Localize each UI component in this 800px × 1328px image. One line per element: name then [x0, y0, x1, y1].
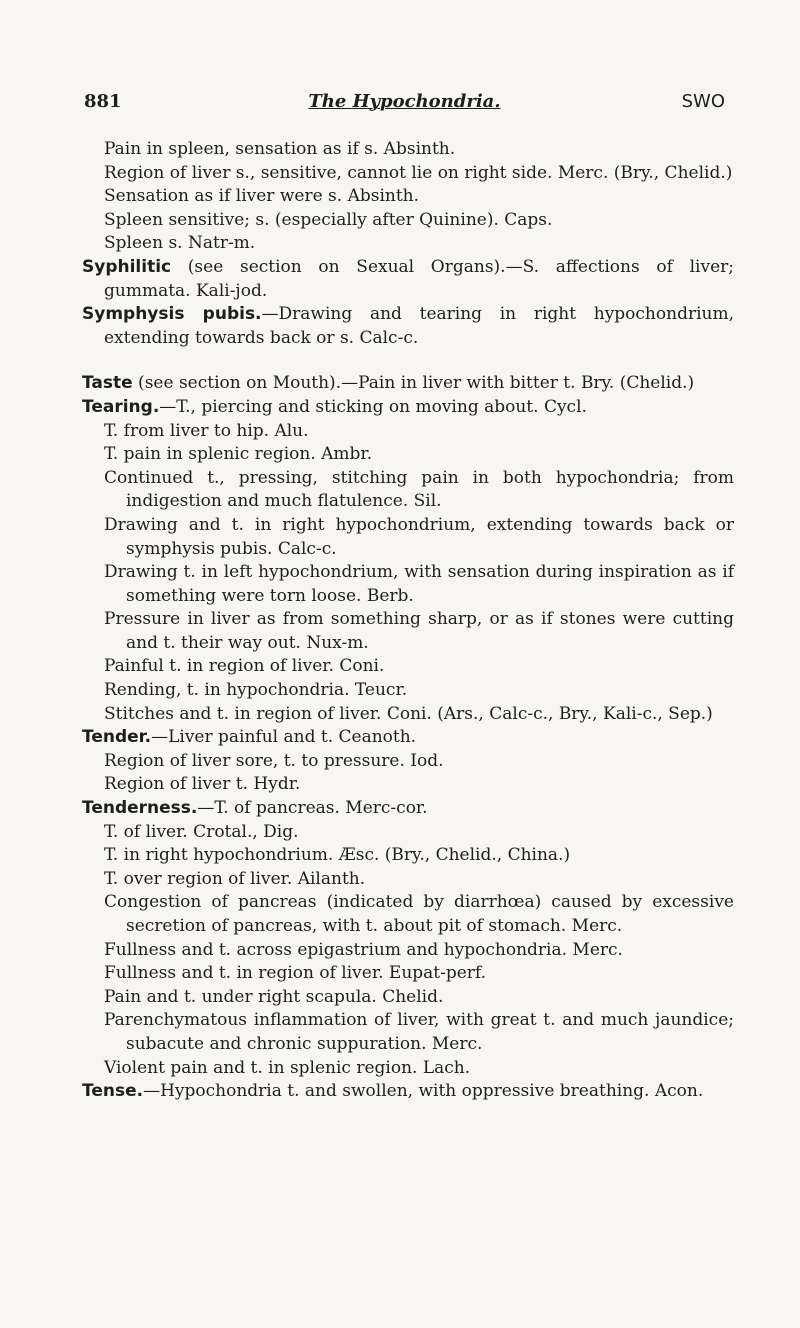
- page-header: [84, 91, 725, 121]
- rubric-text: —Drawing and tearing in right hypochondrium, extending towards back or s. Calc-c.: [104, 304, 734, 348]
- rubric-entry: [104, 561, 734, 608]
- rubric-entry: [104, 655, 734, 679]
- rubric-text: T. of liver. Crotal., Dig.: [104, 821, 299, 842]
- rubric-text: Drawing and t. in right hypochondrium, extending towards back or symphysis pubis. Calc-c.: [104, 514, 734, 559]
- rubric-text: —Liver painful and t. Ceanoth.: [151, 727, 417, 748]
- rubric-text: Congestion of pancreas (indicated by diarrhœa) caused by excessive secretion of pancreas, with t. about pit of stomach. Merc.: [104, 892, 734, 936]
- rubric-text: —T. of pancreas. Merc-cor.: [197, 798, 428, 819]
- repertory-text: [82, 138, 734, 1104]
- section-gap: [104, 350, 734, 372]
- rubric-entry: [104, 750, 734, 774]
- rubric-heading-entry: [82, 303, 734, 350]
- rubric-entry: [104, 443, 734, 467]
- rubric-text: Pain and t. under right scapula. Chelid.: [104, 986, 444, 1007]
- rubric-text: T. in right hypochondrium. Æsc. (Bry., Chelid., China.): [104, 845, 571, 866]
- rubric-entry: [104, 939, 734, 963]
- rubric-headword: Tender.: [82, 727, 152, 748]
- rubric-text: Rending, t. in hypochondria. Teucr.: [104, 680, 408, 701]
- rubric-entry: [104, 891, 734, 938]
- rubric-text: Stitches and t. in region of liver. Coni. (Ars., Calc-c., Bry., Kali-c., Sep.): [104, 703, 713, 724]
- rubric-entry: [104, 138, 734, 162]
- rubric-text: —T., piercing and sticking on moving about. Cycl.: [159, 396, 587, 417]
- rubric-heading-entry: [82, 726, 734, 750]
- rubric-entry: [104, 185, 734, 209]
- rubric-text: Continued t., pressing, stitching pain in both hypochondria; from indigestion and much flatulence. Sil.: [104, 467, 734, 512]
- rubric-text: Drawing t. in left hypochondrium, with sensation during inspiration as if something were torn loose. Berb.: [104, 562, 734, 606]
- rubric-entry: [104, 844, 734, 868]
- rubric-heading-entry: [82, 1080, 734, 1104]
- rubric-text: T. over region of liver. Ailanth.: [104, 868, 366, 889]
- rubric-text: Pain in spleen, sensation as if s. Absinth.: [104, 139, 456, 159]
- rubric-text: (see section on Sexual Organs).—S. affections of liver; gummata. Kali-jod.: [104, 256, 734, 301]
- rubric-entry: [104, 209, 734, 233]
- rubric-entry: [104, 232, 734, 256]
- rubric-entry: [104, 868, 734, 892]
- rubric-heading-entry: [82, 396, 734, 420]
- page-number: 881: [84, 91, 122, 112]
- rubric-text: Spleen sensitive; s. (especially after Quinine). Caps.: [104, 209, 553, 230]
- rubric-entry: [104, 420, 734, 444]
- rubric-headword: Tense.: [82, 1081, 144, 1102]
- rubric-text: Spleen s. Natr-m.: [104, 233, 256, 254]
- rubric-text: Parenchymatous inflammation of liver, with great t. and much jaundice; subacute and chronic suppuration. Merc.: [104, 1010, 734, 1054]
- rubric-text: —Hypochondria t. and swollen, with oppressive breathing. Acon.: [143, 1081, 704, 1102]
- rubric-entry: [104, 986, 734, 1010]
- rubric-entry: [104, 821, 734, 845]
- rubric-heading-entry: [82, 797, 734, 821]
- rubric-text: Region of liver sore, t. to pressure. Iod.: [104, 750, 444, 771]
- rubric-entry: [104, 467, 734, 514]
- running-title: The Hypochondria.: [308, 91, 501, 112]
- rubric-text: Painful t. in region of liver. Coni.: [104, 656, 385, 677]
- rubric-entry: [104, 703, 734, 727]
- rubric-text: Fullness and t. across epigastrium and hypochondria. Merc.: [104, 939, 623, 960]
- rubric-headword: Symphysis pubis.: [82, 304, 262, 325]
- rubric-entry: [104, 1009, 734, 1056]
- rubric-text: Region of liver s., sensitive, cannot lie on right side. Merc. (Bry., Chelid.): [104, 162, 733, 183]
- rubric-text: T. pain in splenic region. Ambr.: [104, 444, 373, 465]
- rubric-text: T. from liver to hip. Alu.: [104, 420, 309, 441]
- rubric-heading-entry: [82, 372, 734, 396]
- rubric-entry: [104, 162, 734, 186]
- rubric-headword: Taste: [82, 373, 133, 394]
- rubric-text: (see section on Mouth).—Pain in liver with bitter t. Bry. (Chelid.): [132, 373, 695, 394]
- rubric-entry: [104, 514, 734, 561]
- rubric-entry: [104, 608, 734, 655]
- rubric-text: Violent pain and t. in splenic region. Lach.: [104, 1057, 471, 1078]
- rubric-text: Sensation as if liver were s. Absinth.: [104, 186, 420, 207]
- rubric-text: Region of liver t. Hydr.: [104, 774, 301, 795]
- rubric-entry: [104, 773, 734, 797]
- rubric-text: Fullness and t. in region of liver. Eupat-perf.: [104, 963, 487, 984]
- rubric-headword: Tearing.: [82, 396, 160, 417]
- signature-mark: SWO: [681, 91, 725, 112]
- rubric-headword: Syphilitic: [82, 256, 172, 277]
- rubric-entry: [104, 679, 734, 703]
- rubric-heading-entry: [82, 256, 734, 303]
- rubric-entry: [104, 1057, 734, 1081]
- rubric-entry: [104, 962, 734, 986]
- rubric-text: Pressure in liver as from something sharp, or as if stones were cutting and t. their way out. Nux-m.: [104, 609, 734, 653]
- rubric-headword: Tenderness.: [82, 798, 198, 819]
